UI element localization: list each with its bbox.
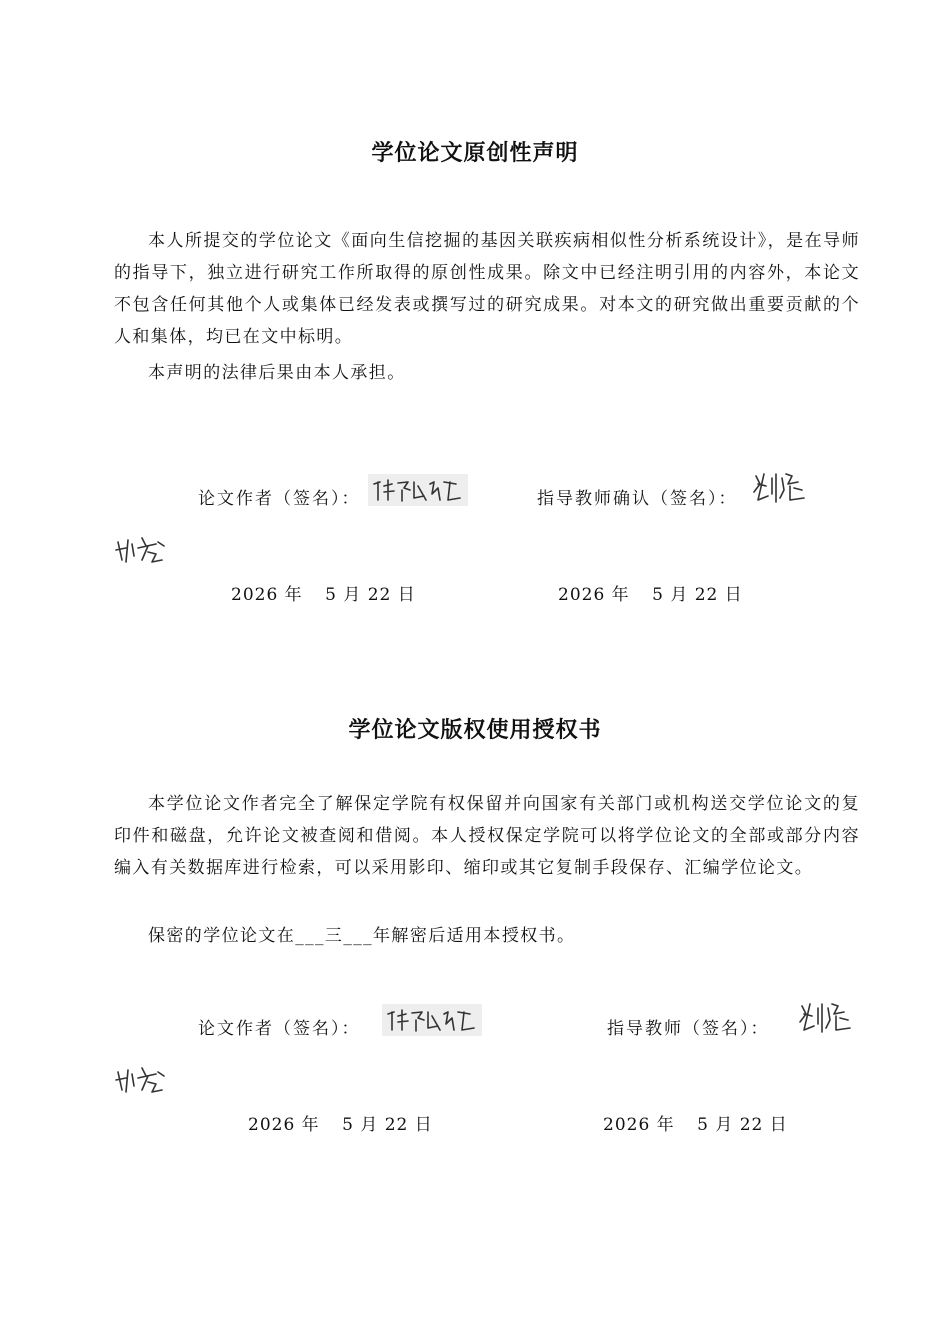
date-month-unit: 月 <box>360 1115 379 1135</box>
secrecy-statement <box>114 920 860 952</box>
declaration-title: 学位论文原创性声明 <box>371 141 579 166</box>
date-month: 5 <box>325 585 337 605</box>
declaration-author-label: 论文作者（签名）： <box>198 489 361 509</box>
secrecy-blank: ___ <box>295 926 325 946</box>
authorization-title: 学位论文版权使用授权书 <box>348 718 602 743</box>
handwritten-signature-extra-icon <box>112 1062 172 1100</box>
date-day-unit: 日 <box>724 585 743 605</box>
date-month: 5 <box>652 585 664 605</box>
handwritten-signature-author-icon <box>368 474 468 506</box>
date-day: 22 <box>367 585 392 605</box>
date-day-unit: 日 <box>414 1115 433 1135</box>
date-year: 2026 <box>558 585 606 605</box>
date-year-unit: 年 <box>611 585 630 605</box>
date-year: 2026 <box>248 1115 296 1135</box>
authorization-paragraph: 本学位论文作者完全了解保定学院有权保留并向国家有关部门或机构送交学位论文的复印件和磁盘，允许论文被查阅和借阅。本人授权保定学院可以将学位论文的全部或部分内容编入有关数据库进行检索，可以采用影印、缩印或其它复制手段保存、汇编学位论文。 <box>114 794 860 878</box>
date-year: 2026 <box>231 585 279 605</box>
date-day: 22 <box>739 1115 764 1135</box>
declaration-advisor-date <box>558 580 743 605</box>
handwritten-signature-author-icon <box>382 1004 482 1036</box>
declaration-paragraph-legal: 本声明的法律后果由本人承担。 <box>148 363 406 383</box>
date-month: 5 <box>342 1115 354 1135</box>
authorization-author-label: 论文作者（签名）： <box>198 1019 361 1039</box>
declaration-advisor-label: 指导教师确认（签名）： <box>537 489 738 509</box>
secrecy-suffix: 年解密后适用本授权书。 <box>373 926 576 946</box>
date-year: 2026 <box>603 1115 651 1135</box>
date-month-unit: 月 <box>343 585 362 605</box>
handwritten-signature-advisor-icon <box>750 470 808 508</box>
date-month: 5 <box>697 1115 709 1135</box>
handwritten-signature-advisor-icon <box>796 1000 854 1038</box>
date-year-unit: 年 <box>656 1115 675 1135</box>
date-year-unit: 年 <box>301 1115 320 1135</box>
date-year-unit: 年 <box>284 585 303 605</box>
date-month-unit: 月 <box>715 1115 734 1135</box>
authorization-author-date <box>248 1110 433 1135</box>
declaration-paragraph: 本人所提交的学位论文《面向生信挖掘的基因关联疾病相似性分析系统设计》，是在导师的指导下，独立进行研究工作所取得的原创性成果。除文中已经注明引用的内容外，本论文不包含任何其他个人或集体已经发表或撰写过的研究成果。对本文的研究做出重要贡献的个人和集体，均已在文中标明。 <box>114 231 860 347</box>
date-month-unit: 月 <box>670 585 689 605</box>
authorization-advisor-date <box>603 1110 788 1135</box>
date-day: 22 <box>694 585 719 605</box>
secrecy-prefix: 保密的学位论文在 <box>148 926 296 946</box>
authorization-advisor-label: 指导教师（签名）： <box>607 1019 770 1039</box>
declaration-author-date <box>231 580 416 605</box>
date-day-unit: 日 <box>397 585 416 605</box>
date-day: 22 <box>384 1115 409 1135</box>
secrecy-blank: ___ <box>343 926 374 946</box>
secrecy-years: 三 <box>324 926 344 946</box>
handwritten-signature-extra-icon <box>112 532 172 570</box>
date-day-unit: 日 <box>769 1115 788 1135</box>
